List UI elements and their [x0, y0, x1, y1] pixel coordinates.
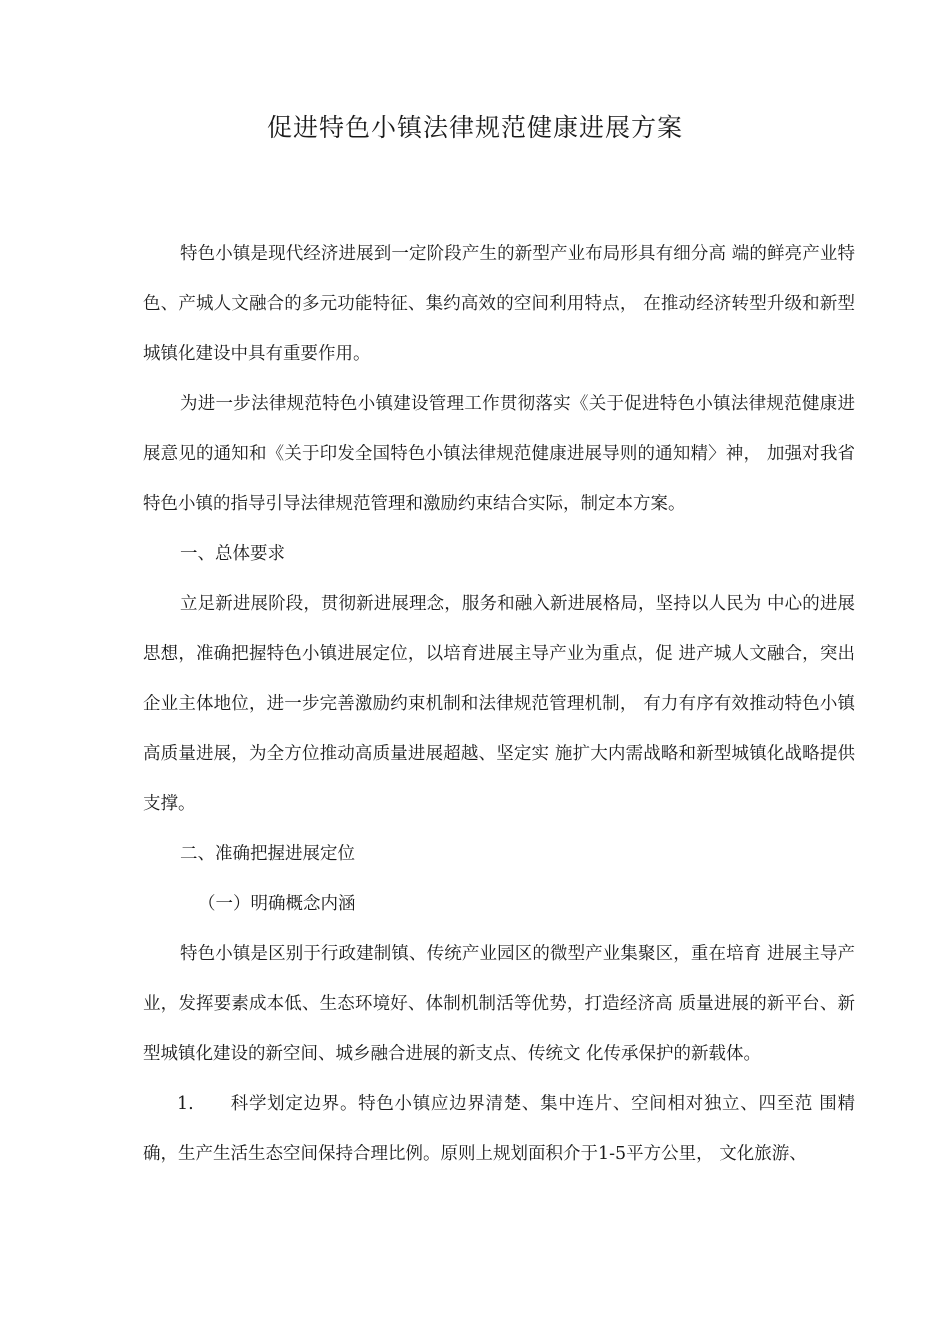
paragraph-intro: 特色小镇是现代经济进展到一定阶段产生的新型产业布局形具有细分高 端的鲜亮产业特色、产城人文融合的多元功能特征、集约高效的空间利用特点， 在推动经济转型升级和新型城镇化建设中具有重要作用。 — [143, 244, 855, 364]
section-heading-positioning: 二、准确把握进展定位 — [180, 844, 355, 864]
paragraph-general-requirements: 立足新进展阶段，贯彻新进展理念，服务和融入新进展格局，坚持以人民为 中心的进展思想，准确把握特色小镇进展定位，以培育进展主导产业为重点，促 进产城人文融合，突出企业主体地位，进一步完善激励约束机制和法律规范管理机制， 有力有序有效推动特色小镇高质量进展，为全方位推动高质量进展超越、坚定实 施扩大内需战略和新型城镇化战略提供支撑。 — [143, 594, 855, 814]
paragraph-item-1: 1. 科学划定边界。特色小镇应边界清楚、集中连片、空间相对独立、四至范 围精确，生产生活生态空间保持合理比例。原则上规划面积介于1-5平方公里， 文化旅游、 — [143, 1094, 855, 1164]
paragraph-purpose: 为进一步法律规范特色小镇建设管理工作贯彻落实《关于促进特色小镇法律规范健康进展意见的通知和《关于印发全国特色小镇法律规范健康进展导则的通知精〉神， 加强对我省特色小镇的指导引导法律规范管理和激励约束结合实际，制定本方案。 — [143, 394, 855, 514]
document-title: 促进特色小镇法律规范健康进展方案 — [266, 113, 683, 142]
paragraph-concept: 特色小镇是区别于行政建制镇、传统产业园区的微型产业集聚区，重在培育 进展主导产业，发挥要素成本低、生态环境好、体制机制活等优势，打造经济高 质量进展的新平台、新型城镇化建设的新空间、城乡融合进展的新支点、传统文 化传承保护的新载体。 — [143, 944, 855, 1064]
subsection-heading-concept: （一）明确概念内涵 — [198, 894, 356, 914]
document-body — [143, 229, 855, 1179]
section-heading-general-requirements: 一、总体要求 — [180, 544, 285, 564]
